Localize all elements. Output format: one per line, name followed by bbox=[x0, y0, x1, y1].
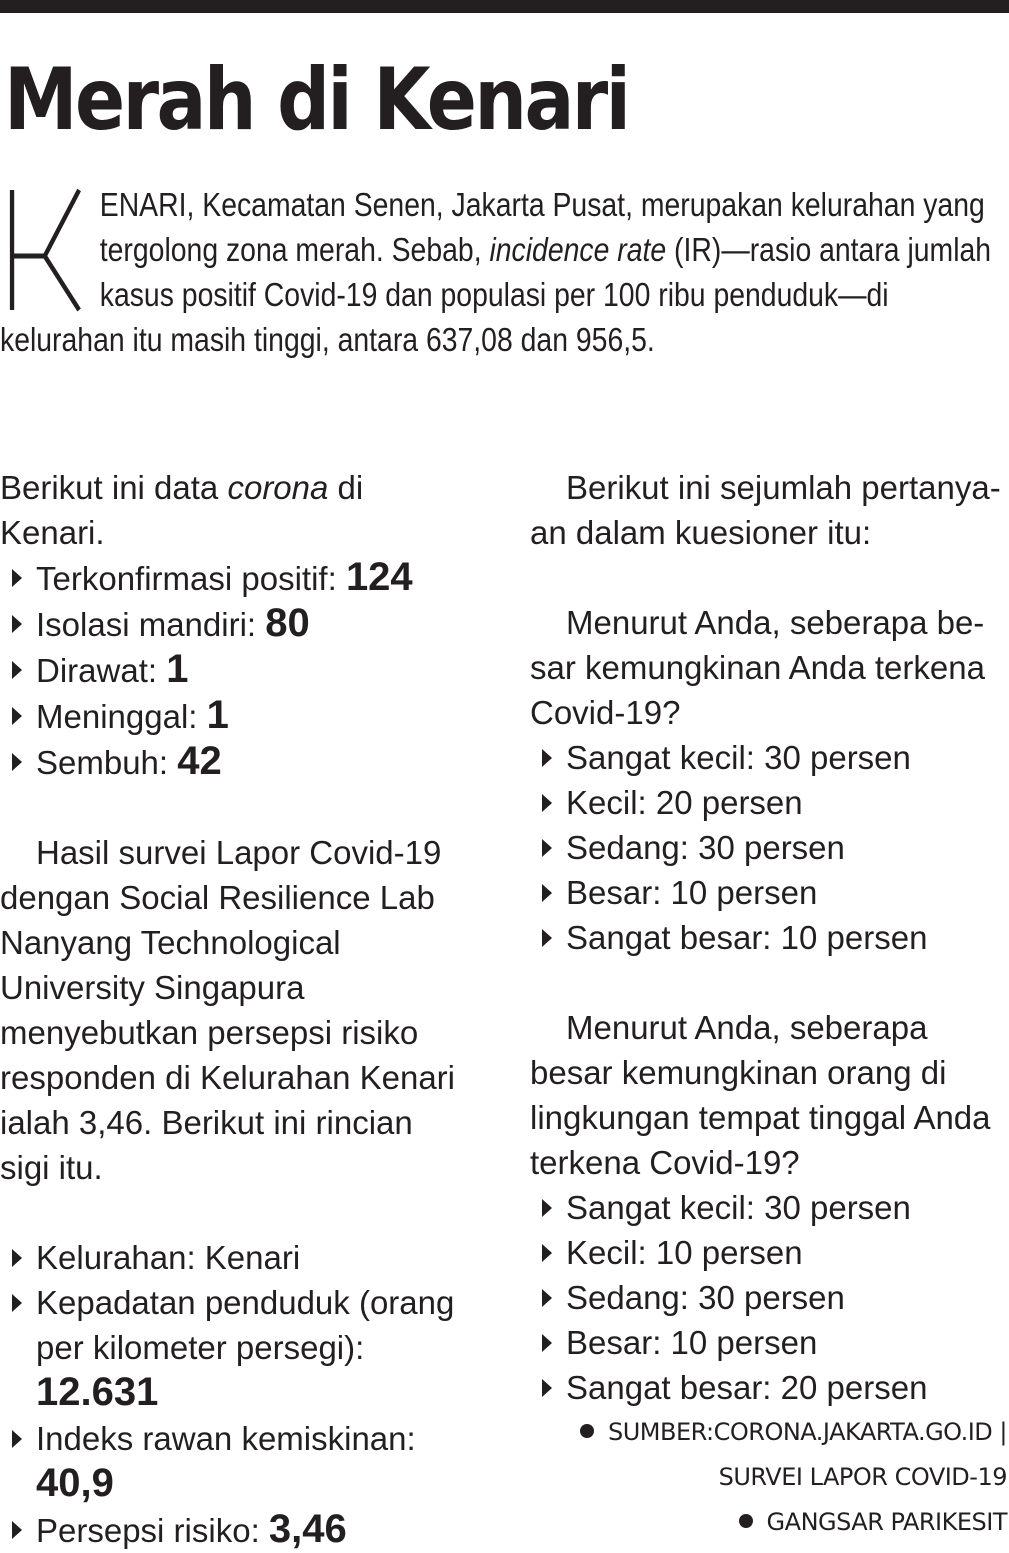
stat-label: Dirawat: bbox=[36, 652, 167, 689]
triangle-bullet-icon bbox=[12, 1294, 22, 1312]
triangle-bullet-icon bbox=[542, 749, 552, 767]
stat-value: 124 bbox=[345, 555, 413, 599]
question-1-answers bbox=[530, 735, 1009, 960]
bullet-dot-icon bbox=[580, 1424, 594, 1438]
triangle-bullet-icon bbox=[542, 884, 552, 902]
triangle-bullet-icon bbox=[542, 794, 552, 812]
triangle-bullet-icon bbox=[542, 1244, 552, 1262]
stat-label: Isolasi mandiri: bbox=[36, 606, 266, 643]
stat-item bbox=[0, 739, 470, 785]
answer-text: Sangat besar: 20 persen bbox=[566, 1369, 928, 1406]
triangle-bullet-icon bbox=[12, 615, 22, 633]
lede-text: ENARI, Kecamatan Senen, Jakarta Pusat, merupakan kelurahan yang tergolong zona merah. Sebab, bbox=[99, 186, 985, 268]
spacer bbox=[530, 555, 1009, 600]
answer-item bbox=[530, 915, 1009, 960]
question-1: Menurut Anda, seberapa be-sar kemungkinan Anda terkena Covid-19? bbox=[530, 604, 985, 731]
stat-label: Meninggal: bbox=[36, 698, 207, 735]
detail-item bbox=[0, 1507, 470, 1553]
dropcap-k-glyph bbox=[0, 188, 96, 313]
detail-label: Indeks rawan kemiskinan: bbox=[36, 1420, 416, 1457]
lede-paragraph bbox=[0, 182, 1009, 362]
corona-intro-end: di Kenari. bbox=[0, 469, 364, 551]
stat-value: 80 bbox=[265, 601, 310, 645]
detail-label: Persepsi risiko: bbox=[36, 1512, 269, 1549]
triangle-bullet-icon bbox=[12, 569, 22, 587]
triangle-bullet-icon bbox=[542, 1379, 552, 1397]
top-rule bbox=[0, 0, 1009, 13]
detail-item bbox=[0, 1235, 470, 1280]
triangle-bullet-icon bbox=[12, 1249, 22, 1267]
answer-item bbox=[530, 1275, 1009, 1320]
detail-value: 3,46 bbox=[268, 1507, 347, 1551]
author-credit bbox=[580, 1500, 1007, 1545]
source-line-2: SURVEI LAPOR COVID-19 bbox=[718, 1463, 1007, 1491]
answer-item bbox=[530, 1320, 1009, 1365]
triangle-bullet-icon bbox=[12, 707, 22, 725]
triangle-bullet-icon bbox=[12, 1430, 22, 1448]
corona-intro-italic: corona bbox=[227, 469, 329, 506]
stat-label: Terkonfirmasi positif: bbox=[36, 560, 346, 597]
corona-intro bbox=[0, 465, 470, 555]
triangle-bullet-icon bbox=[12, 753, 22, 771]
detail-label: Kelurahan: Kenari bbox=[36, 1239, 301, 1276]
answer-text: Sangat kecil: 30 persen bbox=[566, 739, 911, 776]
answer-text: Kecil: 20 persen bbox=[566, 784, 803, 821]
answer-item bbox=[530, 870, 1009, 915]
stat-value: 1 bbox=[206, 693, 229, 737]
lede-text-end: (IR)—rasio antara jumlah kasus positif Covid-19 dan populasi per 100 ribu penduduk—di kelurahan itu masih tinggi, antara 637,08 dan 956,5. bbox=[0, 231, 992, 358]
answer-item bbox=[530, 1230, 1009, 1275]
source-credit bbox=[580, 1410, 1007, 1455]
right-column bbox=[530, 465, 1009, 1410]
triangle-bullet-icon bbox=[12, 661, 22, 679]
answer-item bbox=[530, 1185, 1009, 1230]
lede-italic-term: incidence rate bbox=[489, 231, 667, 268]
answer-text: Sangat kecil: 30 persen bbox=[566, 1189, 911, 1226]
triangle-bullet-icon bbox=[542, 1289, 552, 1307]
stat-value: 1 bbox=[166, 647, 189, 691]
answer-item bbox=[530, 1365, 1009, 1410]
left-column bbox=[0, 465, 470, 1553]
question-2-answers bbox=[530, 1185, 1009, 1410]
survey-paragraph: Hasil survei Lapor Covid-19 dengan Social Resilience Lab Nanyang Technological University Singapura menyebutkan persepsi risiko responden di Kelurahan Kenari ialah 3,46. Berikut ini rincian sigi itu. bbox=[0, 834, 455, 1186]
answer-text: Besar: 10 persen bbox=[566, 1324, 818, 1361]
credits bbox=[580, 1410, 1007, 1545]
triangle-bullet-icon bbox=[542, 929, 552, 947]
stat-item bbox=[0, 555, 470, 601]
detail-label: Kepadatan penduduk (orang per kilometer persegi): bbox=[36, 1284, 455, 1366]
triangle-bullet-icon bbox=[542, 1199, 552, 1217]
spacer bbox=[0, 1190, 470, 1235]
question-2: Menurut Anda, seberapa besar kemungkinan orang di lingkungan tempat tinggal Anda terkena Covid-19? bbox=[530, 1009, 991, 1181]
survey-details-list bbox=[0, 1235, 470, 1553]
stat-item bbox=[0, 601, 470, 647]
corona-stats-list bbox=[0, 555, 470, 785]
stat-item bbox=[0, 693, 470, 739]
source-line-1: SUMBER:CORONA.JAKARTA.GO.ID | bbox=[607, 1418, 1007, 1446]
triangle-bullet-icon bbox=[542, 1334, 552, 1352]
answer-text: Sedang: 30 persen bbox=[566, 1279, 845, 1316]
answer-text: Kecil: 10 persen bbox=[566, 1234, 803, 1271]
detail-value: 12.631 bbox=[36, 1370, 159, 1414]
detail-value: 40,9 bbox=[36, 1461, 114, 1505]
headline: Merah di Kenari bbox=[4, 50, 629, 150]
spacer bbox=[530, 960, 1009, 1005]
answer-item bbox=[530, 780, 1009, 825]
detail-item bbox=[0, 1416, 470, 1507]
stat-label: Sembuh: bbox=[36, 744, 178, 781]
answer-text: Sangat besar: 10 persen bbox=[566, 919, 928, 956]
dropcap-k bbox=[0, 188, 96, 313]
answer-text: Sedang: 30 persen bbox=[566, 829, 845, 866]
stat-value: 42 bbox=[177, 739, 222, 783]
spacer bbox=[0, 785, 470, 830]
triangle-bullet-icon bbox=[12, 1521, 22, 1539]
stat-item bbox=[0, 647, 470, 693]
author-name: GANGSAR PARIKESIT bbox=[766, 1508, 1007, 1536]
answer-text: Besar: 10 persen bbox=[566, 874, 818, 911]
triangle-bullet-icon bbox=[542, 839, 552, 857]
questionnaire-intro: Berikut ini sejumlah pertanya-an dalam kuesioner itu: bbox=[530, 469, 1001, 551]
answer-item bbox=[530, 825, 1009, 870]
detail-item bbox=[0, 1280, 470, 1416]
answer-item bbox=[530, 735, 1009, 780]
bullet-dot-icon bbox=[739, 1514, 753, 1528]
corona-intro-text: Berikut ini data bbox=[0, 469, 228, 506]
